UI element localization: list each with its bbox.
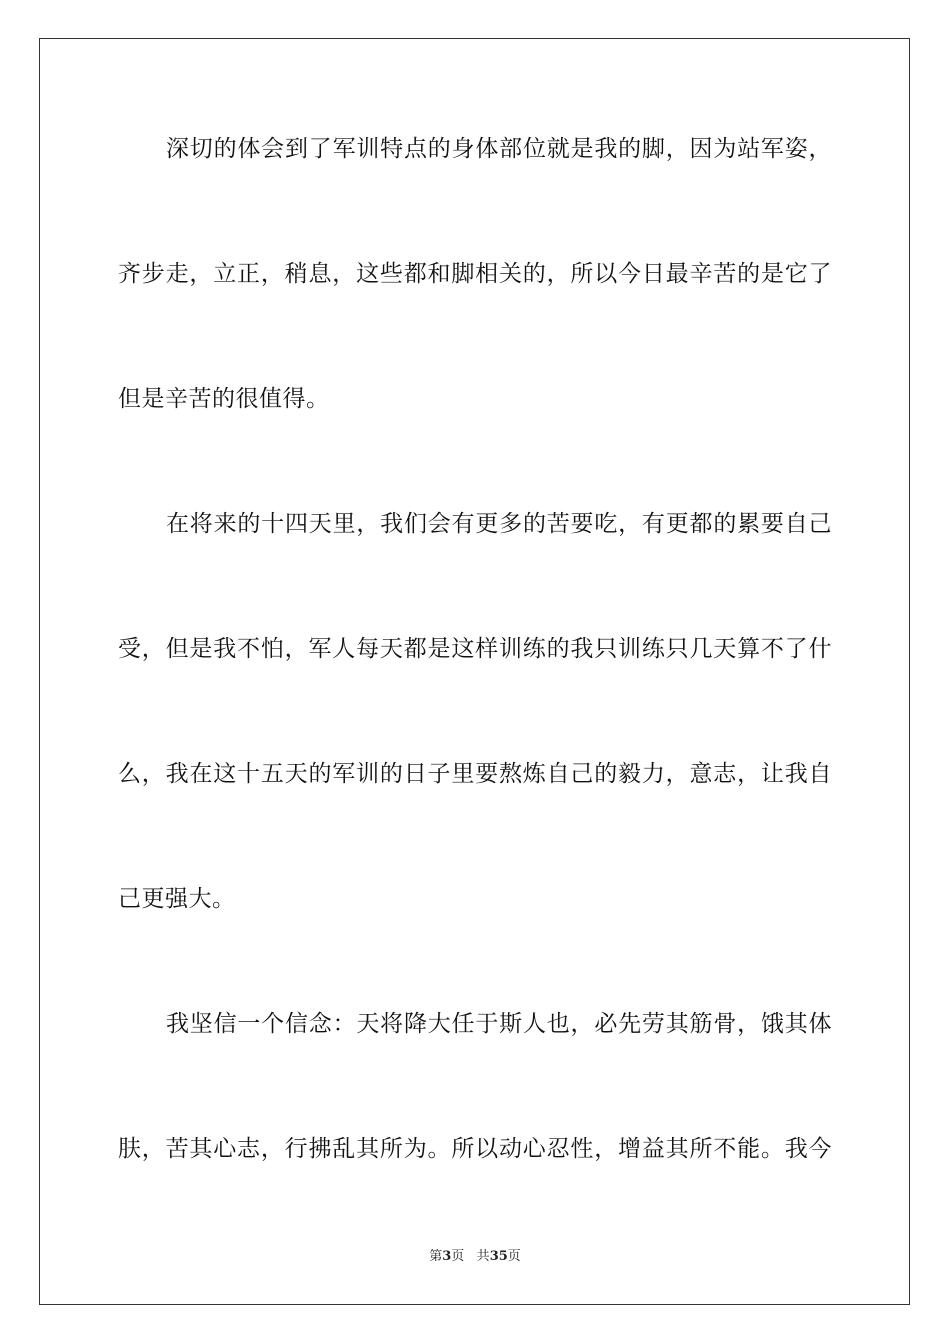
page-footer [0,1248,950,1266]
paragraph-2-line-3: 么，我在这十五天的军训的日子里要熬炼自己的毅力，意志，让我自 [118,761,832,787]
paragraph-1-line-1: 深切的体会到了军训特点的身体部位就是我的脚，因为站军姿， [166,136,832,162]
total-suffix: 页 [507,1249,521,1264]
paragraph-3-line-2: 肤，苦其心志，行拂乱其所为。所以动心忍性，增益其所不能。我今 [118,1136,832,1162]
paragraph-1-line-2: 齐步走，立正，稍息，这些都和脚相关的，所以今日最辛苦的是它了 [118,261,832,287]
page-border [39,38,910,1305]
paragraph-3-line-1: 我坚信一个信念：天将降大任于斯人也，必先劳其筋骨，饿其体 [166,1011,832,1037]
total-pages: 35 [489,1249,508,1264]
paragraph-2-line-2: 受，但是我不怕，军人每天都是这样训练的我只训练只几天算不了什 [118,636,832,662]
paragraph-2-line-4: 己更强大。 [118,886,236,912]
paragraph-1-line-3: 但是辛苦的很值得。 [118,386,330,412]
page-prefix: 第 [429,1249,443,1264]
page-suffix: 页 [451,1249,465,1264]
paragraph-2-line-1: 在将来的十四天里，我们会有更多的苦要吃，有更都的累要自己 [166,511,832,537]
page-number: 3 [442,1249,452,1264]
total-prefix: 共 [476,1249,490,1264]
